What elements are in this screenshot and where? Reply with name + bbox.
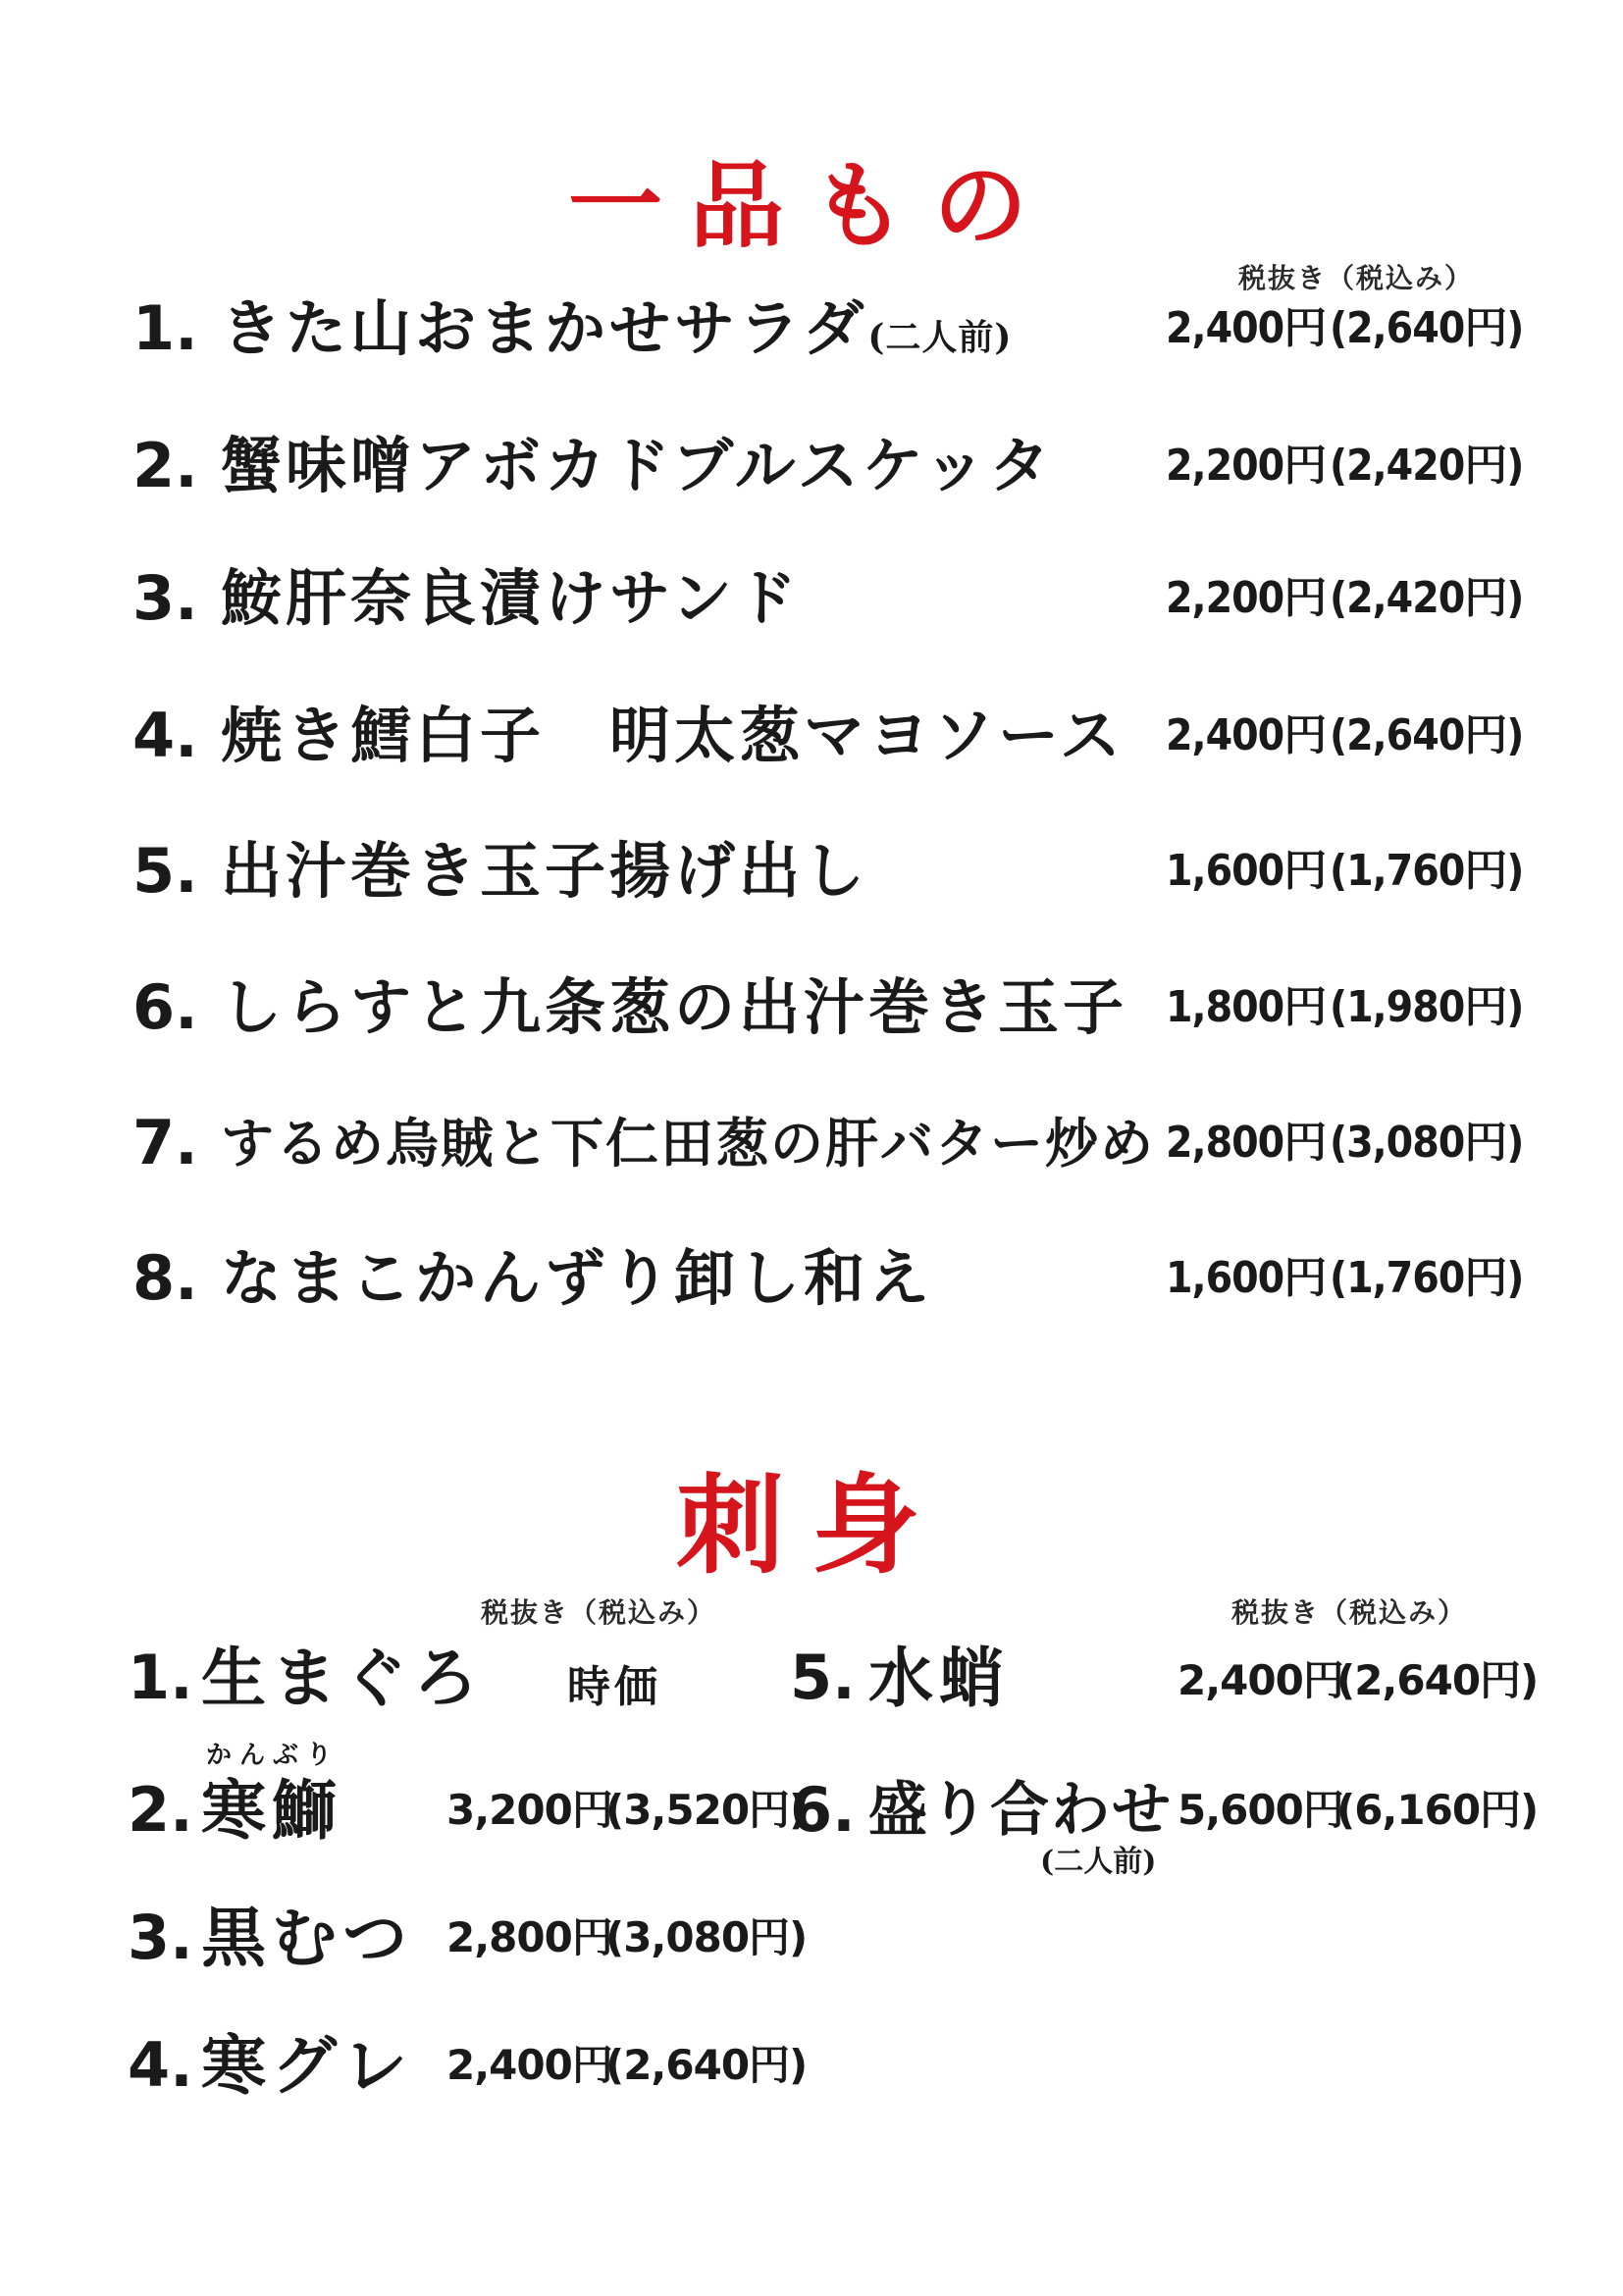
item-name: しらすと九条葱の出汁巻き玉子 bbox=[221, 971, 1128, 1043]
menu-item bbox=[0, 1234, 1623, 1323]
price-incl-tax: (1,760円) bbox=[1330, 1253, 1524, 1303]
price-incl-tax: (2,640円) bbox=[1330, 710, 1524, 760]
menu-item bbox=[0, 422, 1623, 510]
item-number: 7. bbox=[132, 1107, 198, 1178]
price-excl-tax: 2,200円 bbox=[1166, 573, 1327, 623]
item-name: するめ烏賊と下仁田葱の肝バター炒め bbox=[221, 1112, 1155, 1174]
price-excl-tax: 2,200円 bbox=[1166, 441, 1327, 491]
price-excl-tax: 2,400円 bbox=[1178, 1656, 1343, 1704]
item-name: 生まぐろ bbox=[201, 1640, 484, 1716]
price-incl-tax: (6,160円) bbox=[1336, 1786, 1539, 1834]
item-note: (二人前) bbox=[867, 317, 1013, 358]
item-number: 3. bbox=[132, 562, 198, 634]
price-incl-tax: (2,420円) bbox=[1330, 441, 1524, 491]
price-incl-tax: (3,080円) bbox=[605, 1913, 808, 1961]
tax-header-right: 税抜き（税込み） bbox=[1231, 1596, 1468, 1629]
price-incl-tax: (1,980円) bbox=[1330, 982, 1524, 1032]
item-name: 寒鰤 bbox=[201, 1772, 342, 1849]
price-excl-tax: 1,800円 bbox=[1166, 982, 1327, 1032]
price-excl-tax: 3,200円 bbox=[446, 1786, 612, 1834]
item-number: 3. bbox=[128, 1902, 193, 1973]
item-name: 水蛸 bbox=[868, 1640, 1010, 1716]
item-number: 8. bbox=[132, 1242, 198, 1314]
menu-item bbox=[0, 692, 1623, 780]
item-number: 5. bbox=[790, 1642, 856, 1713]
menu-item bbox=[0, 1099, 1623, 1187]
item-name: 出汁巻き玉子揚げ出し bbox=[221, 835, 869, 907]
price-excl-tax: 5,600円 bbox=[1178, 1786, 1343, 1834]
item-number: 6. bbox=[790, 1774, 856, 1846]
item-number: 5. bbox=[132, 835, 198, 907]
menu-item bbox=[0, 285, 1623, 373]
price-incl-tax: (2,640円) bbox=[1336, 1656, 1539, 1704]
price-incl-tax: (2,640円) bbox=[1330, 303, 1524, 353]
item-name: 盛り合わせ bbox=[868, 1776, 1173, 1845]
item-ruby: かんぶり bbox=[206, 1741, 340, 1770]
item-number: 1. bbox=[128, 1642, 193, 1713]
price-incl-tax: (1,760円) bbox=[1330, 846, 1524, 896]
price-incl-tax: (2,640円) bbox=[605, 2041, 808, 2089]
item-name: 鮟肝奈良漬けサンド bbox=[221, 562, 801, 634]
section-title-sashimi: 刺身 bbox=[676, 1462, 947, 1589]
item-number: 2. bbox=[132, 430, 198, 501]
menu-item bbox=[0, 964, 1623, 1052]
item-number: 2. bbox=[128, 1774, 193, 1846]
price-excl-tax: 1,600円 bbox=[1166, 1253, 1327, 1303]
item-number: 4. bbox=[132, 700, 198, 771]
tax-header: 税抜き（税込み） bbox=[1238, 262, 1475, 294]
item-name: 寒グレ bbox=[201, 2027, 413, 2104]
menu-item bbox=[0, 827, 1623, 915]
item-name: なまこかんずり卸し和え bbox=[221, 1242, 934, 1314]
price-excl-tax: 2,400円 bbox=[446, 2041, 612, 2089]
item-name: きた山おまかせサラダ(二人前) bbox=[221, 292, 1013, 364]
price-incl-tax: (3,520円) bbox=[605, 1786, 808, 1834]
price-excl-tax: 2,800円 bbox=[446, 1913, 612, 1961]
section-title-ippinmono: 一品もの bbox=[568, 150, 1055, 261]
price-excl-tax: 1,600円 bbox=[1166, 846, 1327, 896]
price-incl-tax: (2,420円) bbox=[1330, 573, 1524, 623]
item-name: 焼き鱈白子 明太葱マヨソース bbox=[221, 700, 1125, 771]
price-excl-tax: 2,800円 bbox=[1166, 1118, 1327, 1168]
tax-header-left: 税抜き（税込み） bbox=[481, 1596, 717, 1629]
item-name: 蟹味噌アボカドブルスケッタ bbox=[221, 430, 1054, 501]
item-number: 1. bbox=[132, 292, 198, 364]
price-excl-tax: 2,400円 bbox=[1166, 710, 1327, 760]
item-number: 6. bbox=[132, 971, 198, 1043]
price-incl-tax: (3,080円) bbox=[1330, 1118, 1524, 1168]
price-excl-tax: 2,400円 bbox=[1166, 303, 1327, 353]
item-number: 4. bbox=[128, 2029, 193, 2101]
item-note: (二人前) bbox=[1040, 1845, 1157, 1879]
menu-item bbox=[0, 554, 1623, 643]
item-name: 黒むつ bbox=[201, 1900, 413, 1976]
market-price: 時価 bbox=[567, 1662, 661, 1712]
